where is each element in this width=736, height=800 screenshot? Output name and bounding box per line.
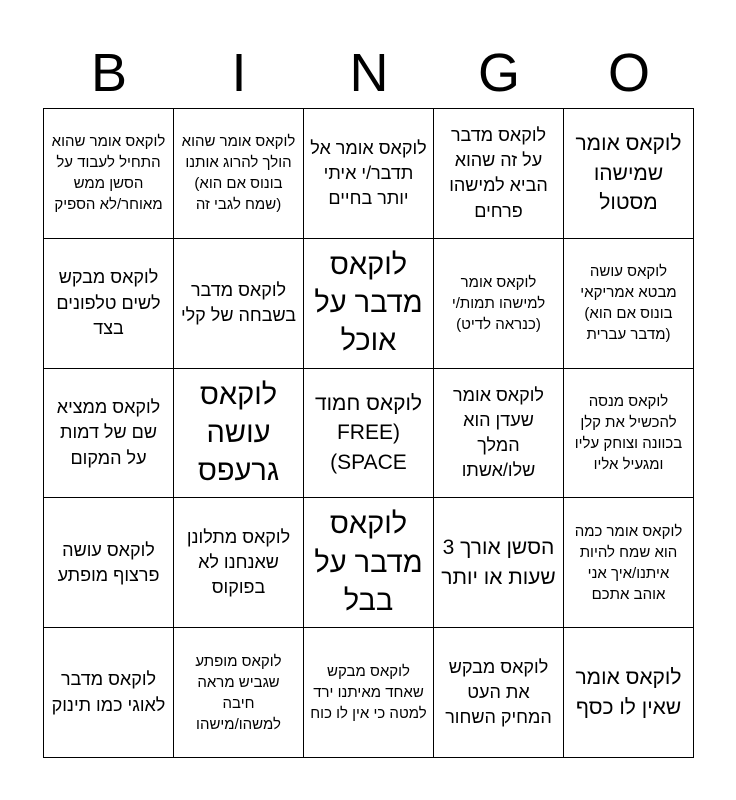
title-letter-o: O [607, 43, 650, 103]
bingo-cell[interactable] [434, 369, 564, 499]
bingo-cell free-space[interactable] [304, 369, 434, 499]
cell-text: לוקאס מדבר על זה שהוא הביא למישהו פרחים [449, 125, 548, 221]
bingo-cell[interactable] [434, 109, 564, 239]
bingo-cell[interactable] [304, 628, 434, 758]
cell-text: הסשן אורך 3 שעות או יותר [441, 536, 556, 589]
cell-text: לוקאס מבקש לשים טלפונים בצד [56, 267, 161, 338]
cell-text: לוקאס עושה פרצוף מופתע [57, 539, 160, 585]
cell-text: לוקאס עושה גרעפס [197, 378, 280, 488]
bingo-cell[interactable] [174, 498, 304, 628]
cell-text: לוקאס עושה מבטא אמריקאי בונוס אם הוא) (מדבר עברית [580, 263, 677, 344]
cell-text: לוקאס מבקש שאחד מאיתנו ירד למטה כי אין לו כוח [310, 663, 427, 723]
bingo-cell[interactable] [44, 628, 174, 758]
cell-text: לוקאס מדבר על אוכל [314, 248, 423, 358]
cell-text: לוקאס חמוד (FREE SPACE) [314, 391, 423, 474]
title-letter-g: G [477, 43, 520, 103]
cell-text: לוקאס אומר שמישהו מסטול [575, 132, 682, 215]
cell-text: לוקאס ממציא שם של דמות על המקום [56, 397, 161, 468]
bingo-cell[interactable] [44, 498, 174, 628]
bingo-cell[interactable] [174, 239, 304, 369]
bingo-cell[interactable] [174, 109, 304, 239]
cell-text: לוקאס מתלונן שאנחנו לא בפוקוס [186, 527, 291, 598]
bingo-cell[interactable] [434, 498, 564, 628]
bingo-cell[interactable] [564, 369, 694, 499]
title-letter-i: I [231, 43, 247, 103]
bingo-cell[interactable] [304, 239, 434, 369]
cell-text: לוקאס מופתע שגביש מראה חיבה למשהו/מישהו [195, 652, 282, 733]
cell-text: לוקאס אומר אל תדבר/י איתי יותר בחיים [310, 137, 427, 208]
bingo-grid [43, 108, 694, 758]
title-letter-n: N [349, 43, 389, 103]
cell-text: לוקאס מדבר לאוגי כמו תינוק [51, 669, 166, 715]
bingo-cell[interactable] [564, 628, 694, 758]
bingo-cell[interactable] [44, 369, 174, 499]
bingo-cell[interactable] [564, 498, 694, 628]
bingo-title [44, 38, 694, 108]
bingo-cell[interactable] [174, 628, 304, 758]
bingo-cell[interactable] [434, 628, 564, 758]
bingo-cell[interactable] [174, 369, 304, 499]
cell-text: לוקאס אומר שהוא הולך להרוג אותנו בונוס אם הוא) (שמח לגבי זה [181, 133, 296, 214]
cell-text: לוקאס אומר כמה הוא שמח להיות איתנו/איך אני אוהב אתכם [574, 522, 683, 603]
bingo-cell[interactable] [44, 109, 174, 239]
bingo-cell[interactable] [564, 109, 694, 239]
bingo-cell[interactable] [564, 239, 694, 369]
cell-text: לוקאס מנסה להכשיל את קלן בכוונה וצוחק עליו ומגעיל אליו [574, 392, 683, 473]
cell-text: לוקאס מבקש את העט המחיק השחור [445, 656, 552, 728]
cell-text: לוקאס אומר שאין לו כסף [575, 666, 682, 719]
cell-text: לוקאס מדבר בשבחה של קלי [180, 280, 297, 326]
cell-text: לוקאס אומר למישהו תמות/י (כנראה לדיט) [451, 273, 546, 333]
title-letter-b: B [90, 43, 128, 103]
bingo-cell[interactable] [44, 239, 174, 369]
cell-text: לוקאס מדבר על בבל [314, 508, 423, 617]
bingo-cell[interactable] [304, 498, 434, 628]
bingo-cell[interactable] [434, 239, 564, 369]
bingo-cell[interactable] [304, 109, 434, 239]
cell-text: לוקאס אומר שעדן הוא המלך שלו/אשתו [453, 384, 544, 481]
cell-text: לוקאס אומר שהוא התחיל לעבוד על הסשן ממש מאוחר/לא הספיק [51, 133, 166, 214]
